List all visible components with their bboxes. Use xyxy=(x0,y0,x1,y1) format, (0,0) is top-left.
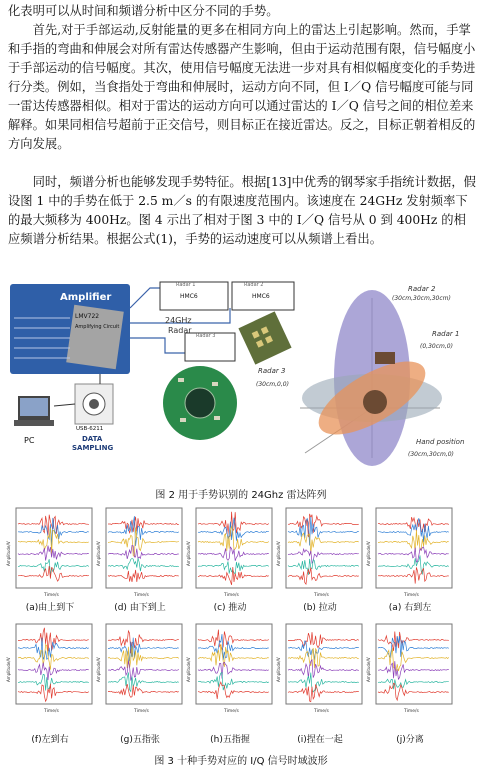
plot-caption: (h)五指握 xyxy=(210,735,250,745)
waveform-plot xyxy=(366,506,454,599)
x-axis-label: Time/s xyxy=(134,593,149,598)
paragraph-continuation xyxy=(8,2,476,21)
pc-label: PC xyxy=(24,436,35,445)
paragraph-1-text: 首先,对于手部运动,反射能量的更多在相同方向上的雷达上引起影响。然而，手掌和手指的弯曲和伸展会对所有雷达传感器产生影响，但由于运动范围有限，信号幅度小于手部运动的信号幅度。其次，使用信号幅度无法进一步对具有相似幅度变化的手势进行分类。例如，当食指处于弯曲和伸展时，运动方向不同，但 I／Q 信号幅度可能与同一雷达传感器相似。相对于雷达的运动方向可以通过雷达的 I／Q 信号之间的相位差来解释。如果同相信号超前于正交信号，则目标正在接近雷达。反之，目标正朝着相反的方向发展。 xyxy=(8,23,476,151)
figure-2-caption: 图 2 用于手势识别的 24Ghz 雷达阵列 xyxy=(155,490,327,501)
ghz-label: 24GHz xyxy=(165,316,192,325)
y-axis-label: Amplitude/V xyxy=(96,541,101,566)
sampling-label: SAMPLING xyxy=(72,444,114,452)
radar-1-tag: Radar 1 xyxy=(176,282,196,288)
y-axis-label: Amplitude/V xyxy=(366,541,371,566)
hand-coord: (30cm,30cm,0) xyxy=(408,451,454,458)
x-axis-label: Time/s xyxy=(314,709,329,714)
waveform-plot xyxy=(6,622,94,715)
y-axis-label: Amplitude/V xyxy=(366,657,371,682)
radar-2-pos-label: Radar 2 xyxy=(408,285,436,293)
y-axis-label: Amplitude/V xyxy=(96,657,101,682)
plot-caption: (i)捏在一起 xyxy=(297,735,343,745)
y-axis-label: Amplitude/V xyxy=(276,657,281,682)
y-axis-label: Amplitude/V xyxy=(276,541,281,566)
x-axis-label: Time/s xyxy=(404,709,419,714)
line-0: 化表明可以从时间和频谱分析中区分不同的手势。 xyxy=(8,4,279,18)
waveform-plot xyxy=(96,622,184,715)
radar-3-tag: Radar 3 xyxy=(196,333,216,339)
waveform-plot xyxy=(276,506,364,599)
radar-3-pos-label: Radar 3 xyxy=(258,367,286,375)
chip-label: LMV722 xyxy=(75,313,100,320)
x-axis-label: Time/s xyxy=(44,593,59,598)
y-axis-label: Amplitude/V xyxy=(186,657,191,682)
radar-1-coord: (0,30cm,0) xyxy=(420,343,453,350)
plot-caption: (b) 拉动 xyxy=(303,603,337,613)
paragraph-2 xyxy=(8,173,476,249)
x-axis-label: Time/s xyxy=(314,593,329,598)
waveform-plot xyxy=(186,622,274,715)
x-axis-label: Time/s xyxy=(44,709,59,714)
hmc-label-2: HMC6 xyxy=(252,293,270,300)
paragraph-1 xyxy=(8,21,476,154)
plot-caption: (f)左到右 xyxy=(31,735,69,745)
x-axis-label: Time/s xyxy=(224,593,239,598)
plot-caption: (a)由上到下 xyxy=(25,603,75,613)
figure-3-caption: 图 3 十种手势对应的 I/Q 信号时域波形 xyxy=(154,756,328,767)
amplifier-label: Amplifier xyxy=(60,292,112,303)
radar-3-coord: (30cm,0,0) xyxy=(256,381,289,388)
radar-2-coord: (30cm,30cm,30cm) xyxy=(392,295,451,302)
plot-caption: (d) 由下到上 xyxy=(114,603,166,613)
radar-1-pos-label: Radar 1 xyxy=(432,330,460,338)
hand-pos-label: Hand position xyxy=(416,438,465,446)
radar-array-illustration xyxy=(0,278,482,478)
radar-word: Radar xyxy=(168,326,192,335)
y-axis-label: Amplitude/V xyxy=(6,541,11,566)
x-axis-label: Time/s xyxy=(224,709,239,714)
paragraph-2-text: 同时，频谱分析也能够发现手势特征。根据[13]中优秀的钢琴家手指统计数据，假设图 1 中的手势在低于 2.5 m／s 的有限速度范围内。该速度在 24GHz 发射频率下的最大频移为 400Hz。图 4 示出了相对于图 3 中的 I／Q 信号从 0 到 400Hz 的相应频谱分析结果。根据公式(1)，手势的运动速度可以从频谱上看出。 xyxy=(8,175,476,246)
waveform-plot xyxy=(366,622,454,715)
waveform-plot xyxy=(276,622,364,715)
plot-caption: (j)分离 xyxy=(396,735,424,745)
waveform-plot xyxy=(186,506,274,599)
y-axis-label: Amplitude/V xyxy=(6,657,11,682)
hmc-label-1: HMC6 xyxy=(180,293,198,300)
waveform-plot xyxy=(96,506,184,599)
y-axis-label: Amplitude/V xyxy=(186,541,191,566)
plot-caption: (g)五指张 xyxy=(120,735,160,745)
x-axis-label: Time/s xyxy=(134,709,149,714)
hand xyxy=(363,390,387,414)
plot-caption: (c) 推动 xyxy=(213,603,247,613)
x-axis-label: Time/s xyxy=(404,593,419,598)
waveform-plot xyxy=(6,506,94,599)
data-label: DATA xyxy=(82,435,103,443)
usb-label: USB-6211 xyxy=(76,426,104,432)
plot-caption: (a) 右到左 xyxy=(388,603,432,613)
radar-2-tag: Radar 2 xyxy=(244,282,264,288)
chip-sub: Amplifying Circuit xyxy=(75,324,120,330)
figure-2 xyxy=(0,278,482,478)
